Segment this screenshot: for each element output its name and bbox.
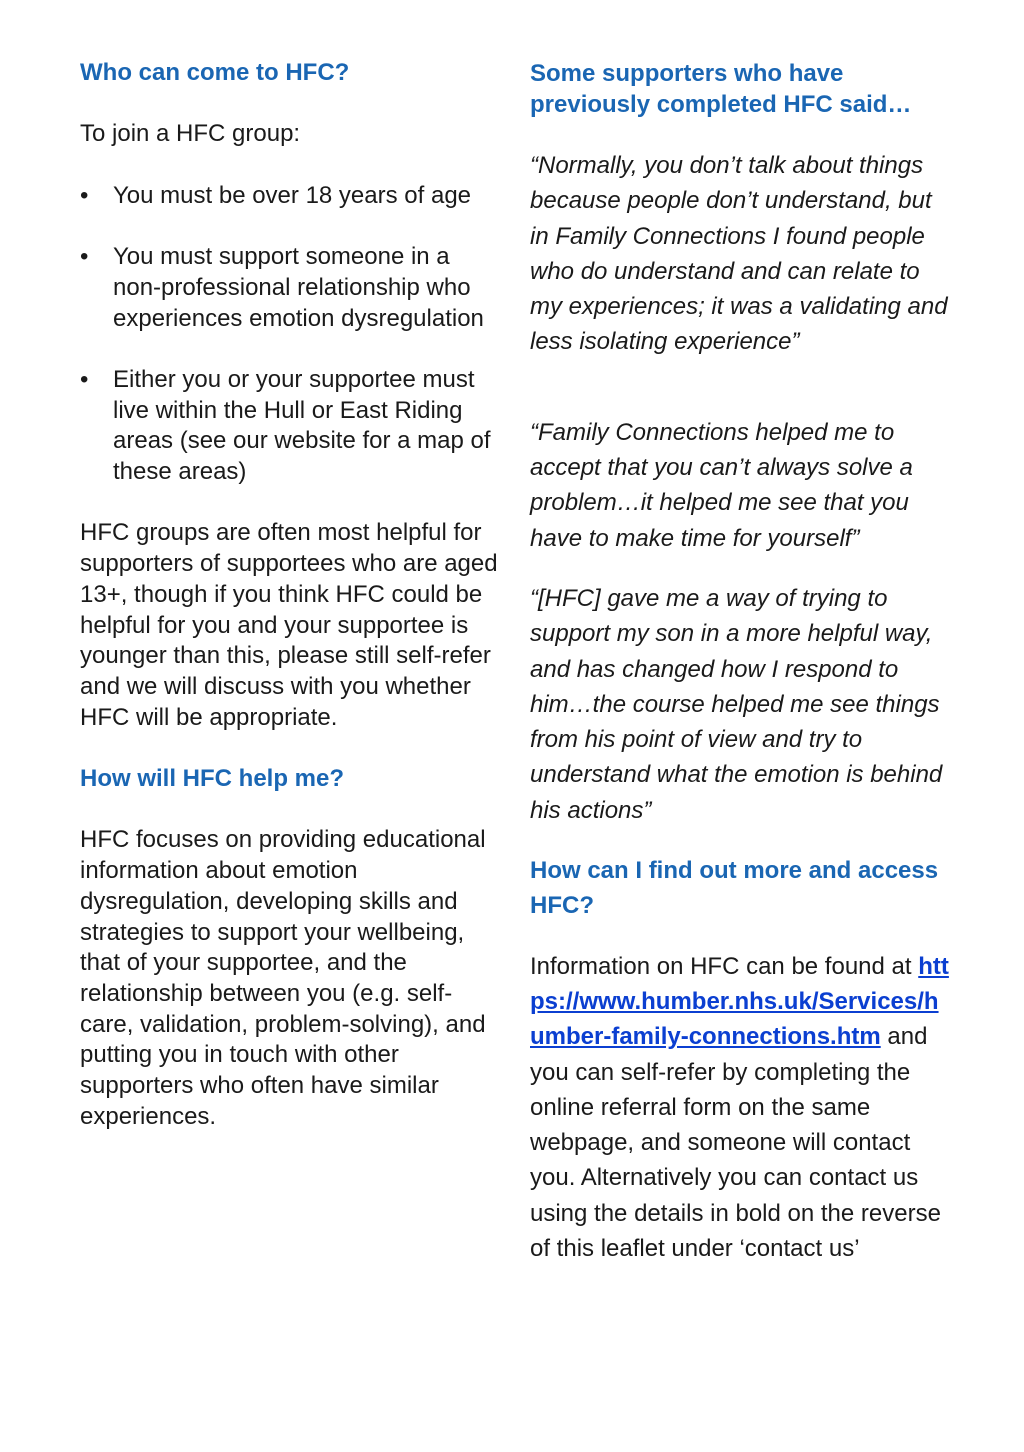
helpful-paragraph: HFC groups are often most helpful for supporters of supportees who are aged 13+, though if you think HFC could be helpful for you and your supportee is younger than this, please still self-refer and we will discuss with you whether HFC will be appropriate. xyxy=(80,519,498,731)
bullet-icon: • xyxy=(80,365,89,393)
eligibility-item xyxy=(80,365,500,488)
help-paragraph: HFC focuses on providing educational information about emotion dysregulation, developing skills and strategies to support your wellbeing, that of your supportee, and the relationship between you (e.g. self-care, validation, problem-solving), and putting you in touch with other supporters who often have similar experiences. xyxy=(80,826,486,1130)
eligibility-text: Either you or your supportee must live within the Hull or East Riding areas (see our website for a map of these areas) xyxy=(113,365,491,486)
access-rest: and you can self-refer by completing the online referral form on the same webpage, and someone will contact you. Alternatively you can contact us using the details in bold on the reverse of this leaflet under ‘contact us’ xyxy=(530,1023,941,1263)
bullet-icon: • xyxy=(80,243,89,271)
heading-how-help: How will HFC help me? xyxy=(80,765,345,793)
access-intro: Information on HFC can be found at xyxy=(530,952,912,980)
testimonial-quote: “Family Connections helped me to accept that you can’t always solve a problem…it helped me see that you have to make time for yourself” xyxy=(530,418,913,552)
testimonial-quote: “Normally, you don’t talk about things because people don’t understand, but in Family Connections I found people who do understand and can relate to my experiences; it was a validating and less isolating experience” xyxy=(530,152,948,356)
access-info xyxy=(530,949,950,1267)
eligibility-item xyxy=(80,181,500,212)
heading-supporters-said: Some supporters who have previously completed HFC said… xyxy=(530,60,912,118)
join-intro: To join a HFC group: xyxy=(80,120,301,148)
heading-find-out-more: How can I find out more and access HFC? xyxy=(530,857,939,920)
hfc-website-link[interactable]: https://www.humber.nhs.uk/Services/humber-family-connections.htm xyxy=(530,952,949,1051)
left-column xyxy=(80,58,500,1133)
right-column xyxy=(530,58,950,1266)
eligibility-text: You must be over 18 years of age xyxy=(113,181,472,209)
testimonial-quote: “[HFC] gave me a way of trying to support my son in a more helpful way, and has changed how I respond to him…the course helped me see things from his point of view and try to understand what the emotion is behind his actions” xyxy=(530,584,943,824)
heading-who-can-come: Who can come to HFC? xyxy=(80,59,350,86)
eligibility-item xyxy=(80,242,500,334)
eligibility-text: You must support someone in a non-professional relationship who experiences emotion dysregulation xyxy=(113,243,484,332)
bullet-icon: • xyxy=(80,181,89,209)
